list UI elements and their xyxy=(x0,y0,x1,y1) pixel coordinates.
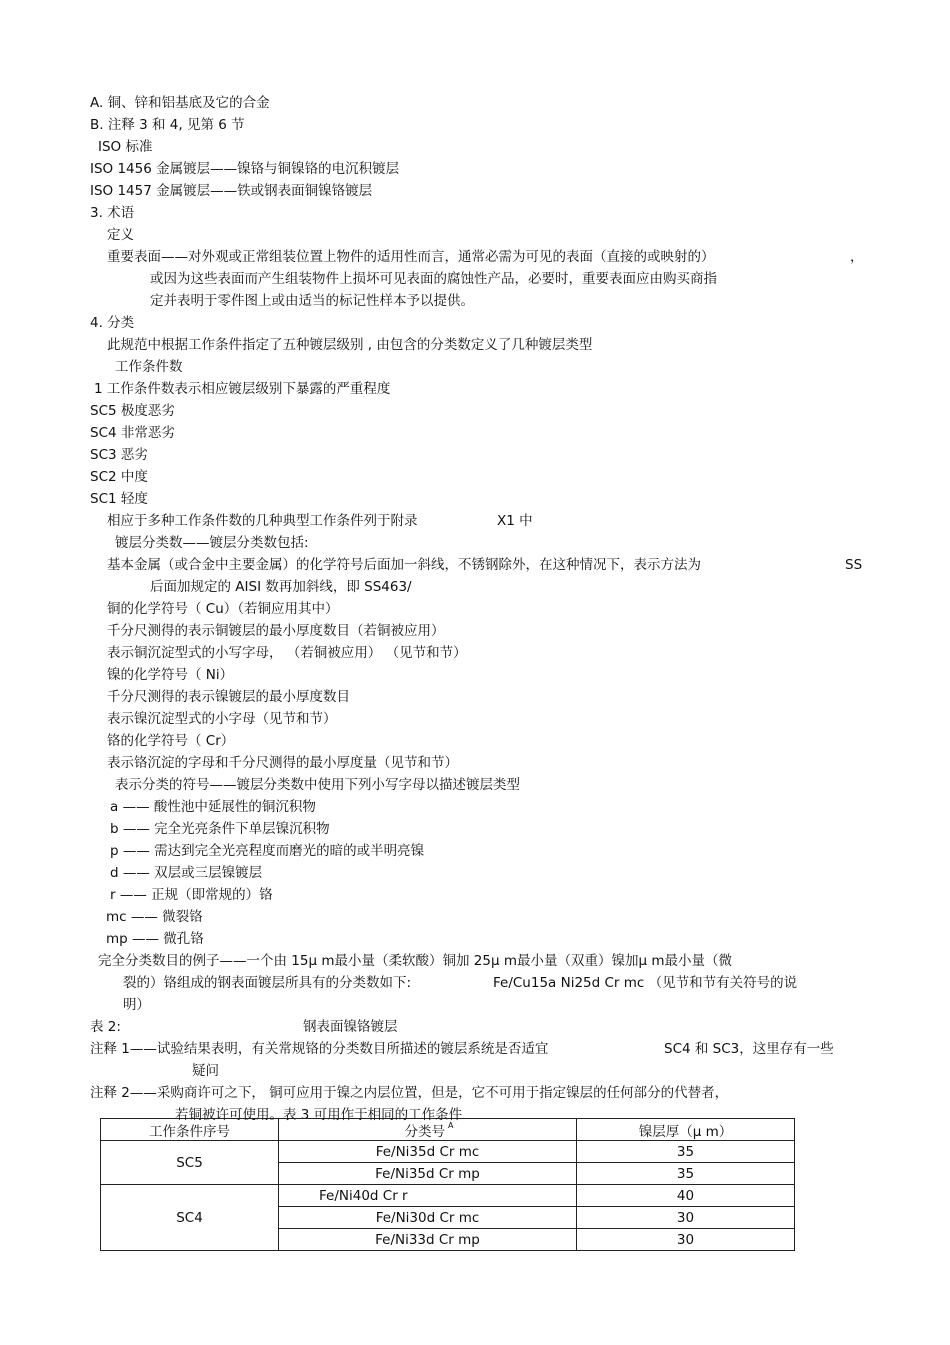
text-line: 后面加规定的 AISI 数再加斜线，即 SS463/ xyxy=(150,579,412,595)
code-cell: Fe/Ni35d Cr mp xyxy=(279,1163,577,1185)
thickness-cell: 30 xyxy=(577,1207,795,1229)
text-line: 工作条件数 xyxy=(115,359,183,375)
text-line: 基本金属（或合金中主要金属）的化学符号后面加一斜线，不锈钢除外，在这种情况下，表示方法为 xyxy=(107,557,701,573)
text-line: 此规范中根据工作条件指定了五种镀层级别 , 由包含的分类数定义了几种镀层类型 xyxy=(107,337,593,353)
section-heading: 4. 分类 xyxy=(90,315,135,331)
header-condition: 工作条件序号 xyxy=(101,1119,279,1141)
code-cell: Fe/Ni35d Cr mc xyxy=(279,1141,577,1163)
text-line: ISO 1457 金属镀层——铁或钢表面铜镍铬镀层 xyxy=(90,183,373,199)
text-line: 表示铬沉淀的字母和千分尺测得的最小厚度量（见节和节） xyxy=(107,755,458,771)
text-line: 重要表面——对外观或正常组装位置上物件的适用性而言，通常必需为可见的表面（直接的或映射的） xyxy=(107,249,715,265)
thickness-cell: 35 xyxy=(577,1141,795,1163)
table-row xyxy=(101,1185,795,1207)
text-line: 完全分类数目的例子——一个由 15μ m最小量（柔软酸）铜加 25μ m最小量（双重）镍加μ m最小量（微 xyxy=(98,953,733,969)
text-line: ， xyxy=(850,249,864,265)
note-line: 注释 2——采购商许可之下， 铜可应用于镍之内层位置，但是，它不可用于指定镍层的任何部分的代替者， xyxy=(90,1085,729,1101)
note-line: SC4 和 SC3，这里存有一些 xyxy=(664,1041,834,1057)
table-caption: 表 2: xyxy=(90,1019,121,1035)
coating-table xyxy=(100,1118,795,1251)
text-line: X1 中 xyxy=(497,513,533,529)
text-line: B. 注释 3 和 4, 见第 6 节 xyxy=(90,117,245,133)
table-title: 钢表面镍铬镀层 xyxy=(303,1019,398,1035)
header-code xyxy=(279,1119,577,1141)
header-code-sup: A xyxy=(448,1120,454,1130)
table-header-row xyxy=(101,1119,795,1141)
thickness-cell: 35 xyxy=(577,1163,795,1185)
text-line: 1 工作条件数表示相应镀层级别下暴露的严重程度 xyxy=(94,381,391,397)
note-line: 若铜被许可使用。表 3 可用作于相同的工作条件 xyxy=(175,1107,463,1123)
text-line: d —— 双层或三层镍镀层 xyxy=(110,865,263,881)
header-thickness: 镍层厚（μ m） xyxy=(577,1119,795,1141)
text-line: 铬的化学符号（ Cr） xyxy=(107,733,235,749)
text-line: SC3 恶劣 xyxy=(90,447,148,463)
condition-cell: SC5 xyxy=(101,1141,279,1185)
text-line: A. 铜、锌和铝基底及它的合金 xyxy=(90,95,270,111)
text-line: 裂的）铬组成的钢表面镀层所具有的分类数如下: xyxy=(123,975,412,991)
text-line: 定义 xyxy=(107,227,134,243)
text-line: SC2 中度 xyxy=(90,469,148,485)
code-cell: Fe/Ni30d Cr mc xyxy=(279,1207,577,1229)
text-line: r —— 正规（即常规的）铬 xyxy=(110,887,273,903)
text-line: SC1 轻度 xyxy=(90,491,148,507)
thickness-cell: 40 xyxy=(577,1185,795,1207)
text-line: mp —— 微孔铬 xyxy=(106,931,204,947)
text-line: SS xyxy=(845,557,863,573)
text-line: 表示分类的符号——镀层分类数中使用下列小写字母以描述镀层类型 xyxy=(115,777,520,793)
note-line: 疑问 xyxy=(192,1063,219,1079)
text-line: 千分尺测得的表示镍镀层的最小厚度数目 xyxy=(107,689,350,705)
code-cell: Fe/Ni33d Cr mp xyxy=(279,1229,577,1251)
text-line: Fe/Cu15a Ni25d Cr mc （见节和节有关符号的说 xyxy=(493,975,798,991)
condition-cell: SC4 xyxy=(101,1185,279,1251)
text-line: 镍的化学符号（ Ni） xyxy=(107,667,234,683)
text-line: SC4 非常恶劣 xyxy=(90,425,175,441)
note-line: 注释 1——试验结果表明，有关常规铬的分类数目所描述的镀层系统是否适宜 xyxy=(90,1041,549,1057)
text-line: 明） xyxy=(123,997,150,1013)
text-line: 或因为这些表面而产生组装物件上损坏可见表面的腐蚀性产品，必要时，重要表面应由购买商指 xyxy=(150,271,717,287)
text-line: 铜的化学符号（ Cu）（若铜应用其中） xyxy=(107,601,339,617)
text-line: mc —— 微裂铬 xyxy=(106,909,203,925)
text-line: 千分尺测得的表示铜镀层的最小厚度数目（若铜被应用） xyxy=(107,623,445,639)
text-line: b —— 完全光亮条件下单层镍沉积物 xyxy=(110,821,330,837)
code-cell: Fe/Ni40d Cr r xyxy=(279,1185,577,1207)
header-code-label: 分类号 xyxy=(404,1123,445,1140)
thickness-cell: 30 xyxy=(577,1229,795,1251)
text-line: ISO 1456 金属镀层——镍铬与铜镍铬的电沉积镀层 xyxy=(90,161,400,177)
text-line: a —— 酸性池中延展性的铜沉积物 xyxy=(110,799,316,815)
text-line: 表示镍沉淀型式的小字母（见节和节） xyxy=(107,711,337,727)
table-row xyxy=(101,1141,795,1163)
text-line: 镀层分类数——镀层分类数包括: xyxy=(115,535,309,551)
text-line: ISO 标准 xyxy=(98,139,153,155)
text-line: p —— 需达到完全光亮程度而磨光的暗的或半明亮镍 xyxy=(110,843,425,859)
text-line: 定并表明于零件图上或由适当的标记性样本予以提供。 xyxy=(150,293,474,309)
text-line: 相应于多种工作条件数的几种典型工作条件列于附录 xyxy=(107,513,418,529)
section-heading: 3. 术语 xyxy=(90,205,135,221)
text-line: 表示铜沉淀型式的小写字母， （若铜被应用） （见节和节） xyxy=(107,645,467,661)
text-line: SC5 极度恶劣 xyxy=(90,403,175,419)
